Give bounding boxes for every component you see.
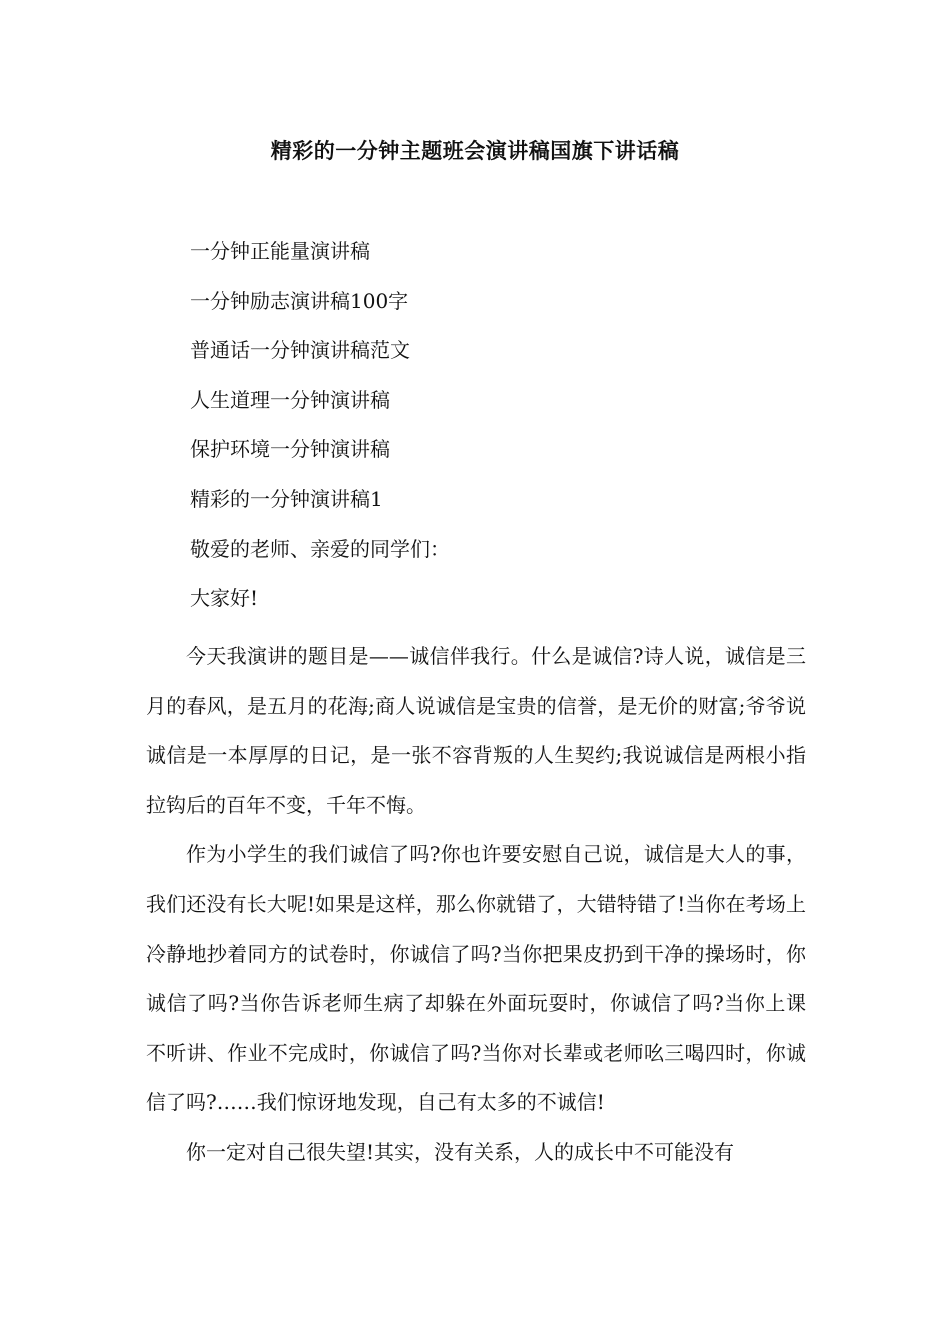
- greeting-line: 敬爱的老师、亲爱的同学们：: [190, 536, 450, 561]
- list-item: 保护环境一分钟演讲稿: [190, 437, 390, 462]
- page-title: 精彩的一分钟主题班会演讲稿国旗下讲话稿: [270, 139, 680, 163]
- body-text: [146, 632, 806, 1178]
- paragraph: 你一定对自己很失望!其实，没有关系，人的成长中不可能没有: [186, 1139, 735, 1164]
- paragraph: 今天我演讲的题目是——诚信伴我行。什么是诚信?诗人说，诚信是三月的春风，是五月的花海;商人说诚信是宝贵的信誉，是无价的财富;爷爷说诚信是一本厚厚的日记，是一张不容背叛的人生契约;我说诚信是两根小指拉钩后的百年不变，千年不悔。: [146, 644, 806, 817]
- list-item: 普通话一分钟演讲稿范文: [190, 338, 410, 363]
- intro-list: [190, 236, 810, 633]
- list-item: 精彩的一分钟演讲稿1: [190, 486, 383, 511]
- greeting-line: 大家好!: [190, 586, 259, 611]
- list-item: 一分钟正能量演讲稿: [190, 239, 370, 263]
- paragraph: 作为小学生的我们诚信了吗?你也许要安慰自己说，诚信是大人的事，我们还没有长大呢!如果是这样，那么你就错了，大错特错了!当你在考场上冷静地抄着同方的试卷时，你诚信了吗?当你把果皮扔到干净的操场时，你诚信了吗?当你告诉老师生病了却躲在外面玩耍时，你诚信了吗?当你上课不听讲、作业不完成时，你诚信了吗?当你对长辈或老师吆三喝四时，你诚信了吗?……我们惊讶地发现，自己有太多的不诚信!: [146, 842, 806, 1115]
- list-item: 人生道理一分钟演讲稿: [190, 387, 390, 412]
- list-item: 一分钟励志演讲稿100字: [190, 288, 409, 313]
